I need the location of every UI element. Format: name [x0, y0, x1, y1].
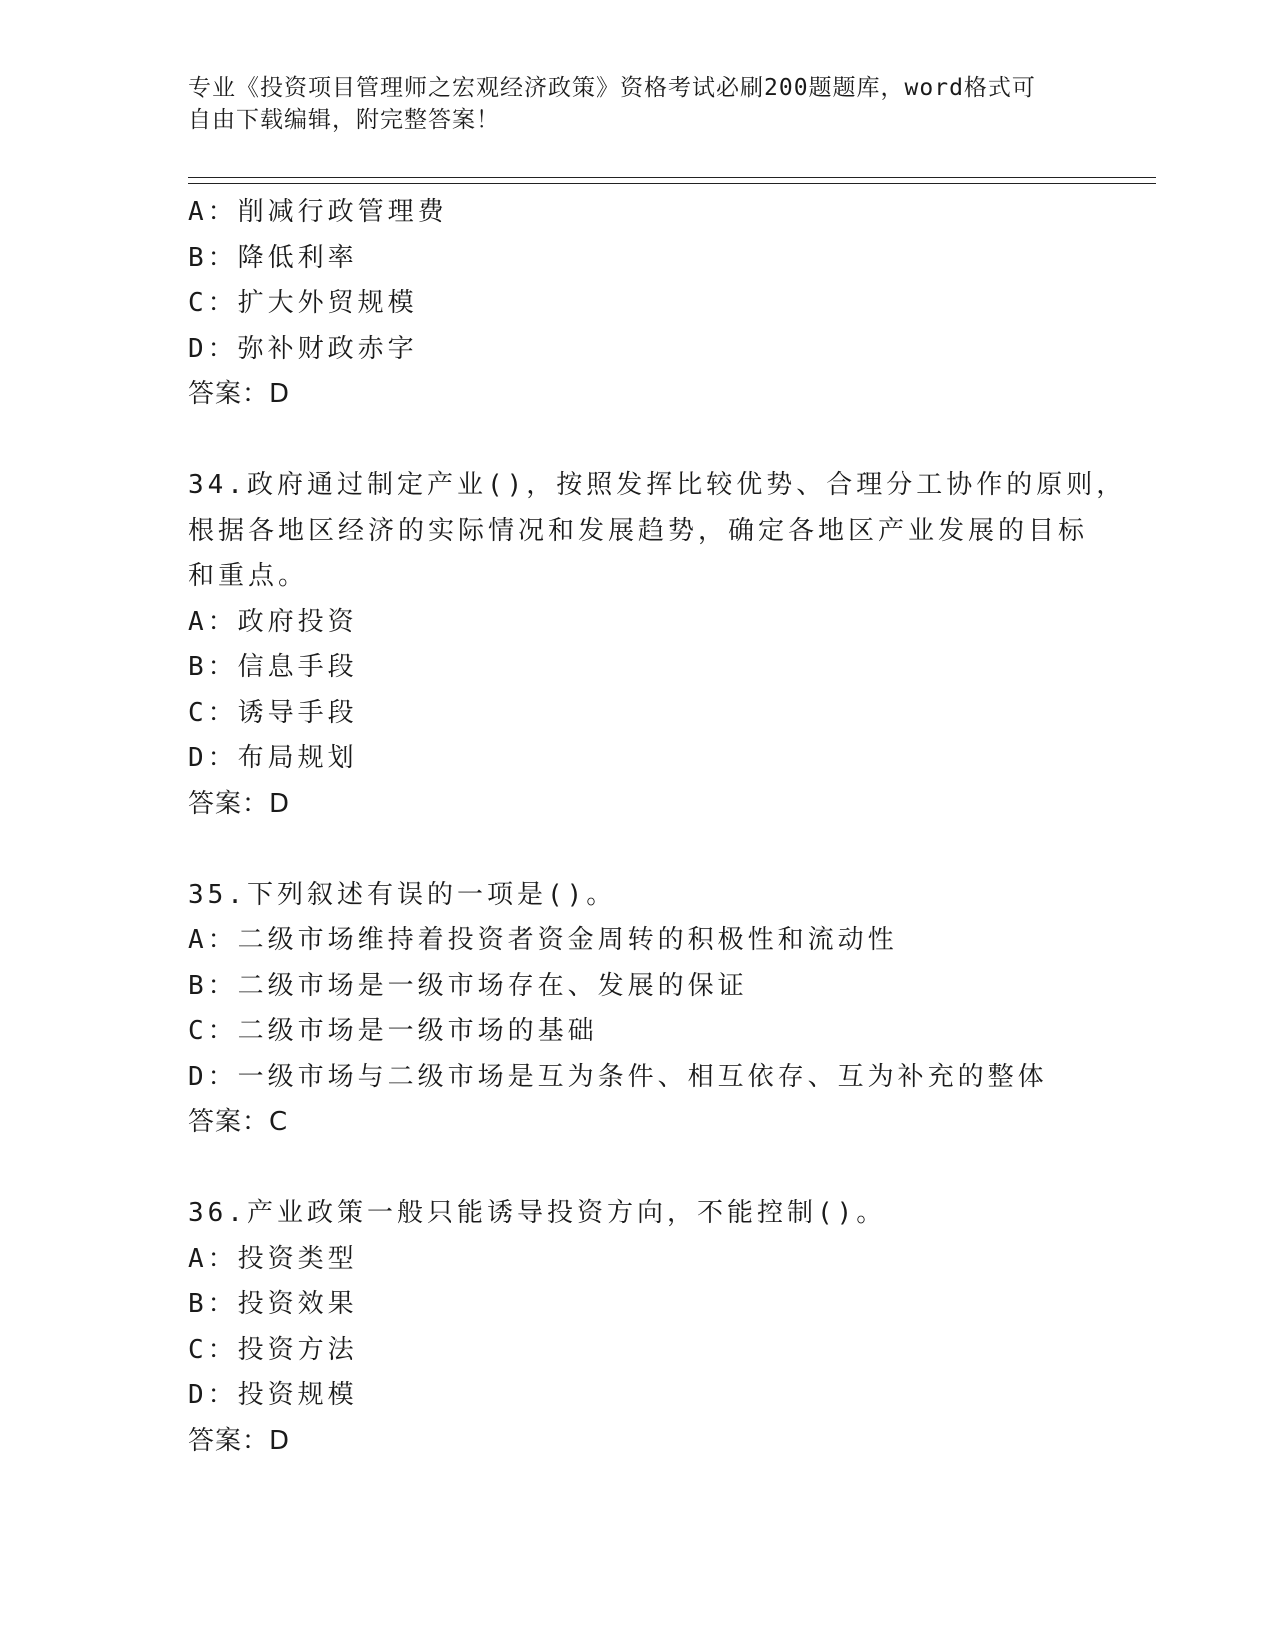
- option-c: C：扩大外贸规模: [188, 288, 418, 318]
- option-b: B：降低利率: [188, 242, 358, 273]
- spacer: [188, 418, 1156, 464]
- option-b: B：投资效果: [188, 1289, 358, 1319]
- spacer: [188, 1146, 1156, 1192]
- header-line-1: 专业《投资项目管理师之宏观经济政策》资格考试必刷200题题库，word格式可: [188, 75, 1036, 101]
- question-text-line: 和重点。: [188, 561, 309, 591]
- option-d: D：弥补财政赤字: [188, 333, 418, 364]
- option-c: C：投资方法: [188, 1334, 358, 1365]
- answer-line: 答案：D: [188, 379, 291, 409]
- header-divider-top: [188, 177, 1156, 178]
- header-divider-bottom: [188, 183, 1156, 184]
- question-text-line: 根据各地区经济的实际情况和发展趋势，确定各地区产业发展的目标: [188, 515, 1089, 546]
- document-header: [188, 72, 1088, 136]
- answer-line: 答案：D: [188, 1425, 291, 1456]
- question-list: [188, 190, 1156, 1464]
- answer-line: 答案：C: [188, 1107, 289, 1137]
- option-c: C：二级市场是一级市场的基础: [188, 1016, 598, 1046]
- option-a: A：二级市场维持着投资者资金周转的积极性和流动性: [188, 925, 898, 955]
- question-text-line: 34.政府通过制定产业()，按照发挥比较优势、合理分工协作的原则，: [188, 470, 1127, 500]
- question-34: [188, 463, 1156, 827]
- option-a: A：政府投资: [188, 606, 358, 637]
- option-b: B：信息手段: [188, 652, 358, 682]
- question-text-line: 36.产业政策一般只能诱导投资方向，不能控制()。: [188, 1198, 887, 1228]
- option-d: D：一级市场与二级市场是互为条件、相互依存、互为补充的整体: [188, 1061, 1048, 1092]
- question-35: [188, 873, 1156, 1146]
- option-a: A：投资类型: [188, 1243, 358, 1274]
- option-d: D：布局规划: [188, 743, 358, 773]
- option-a: A：削减行政管理费: [188, 197, 448, 227]
- option-b: B：二级市场是一级市场存在、发展的保证: [188, 970, 748, 1001]
- question-text-line: 35.下列叙述有误的一项是()。: [188, 879, 617, 910]
- spacer: [188, 827, 1156, 873]
- option-d: D：投资规模: [188, 1380, 358, 1410]
- question-partial: [188, 190, 1156, 418]
- option-c: C：诱导手段: [188, 697, 358, 728]
- answer-line: 答案：D: [188, 788, 291, 819]
- question-36: [188, 1191, 1156, 1464]
- header-line-2: 自由下载编辑，附完整答案！: [188, 107, 500, 133]
